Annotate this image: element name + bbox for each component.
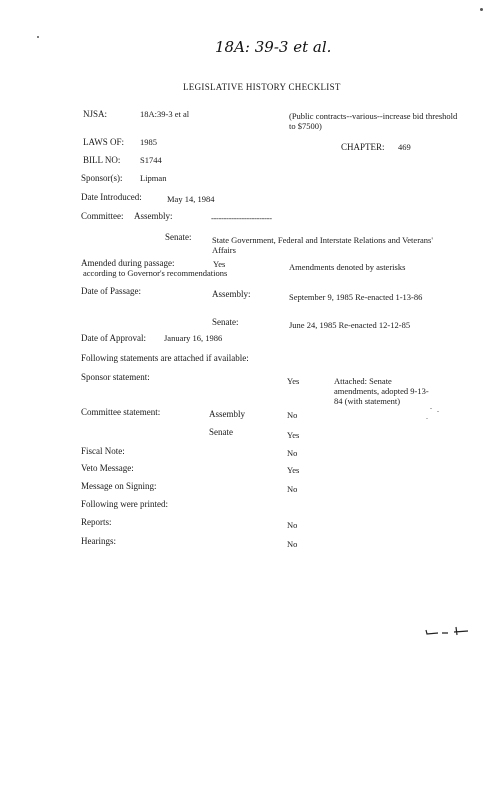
committee-statement-assembly-label: Assembly (209, 409, 245, 419)
committee-senate-label: Senate: (165, 232, 192, 242)
committee-assembly-value: ------------------------ (211, 213, 272, 223)
amended-note: Amendments denoted by asterisks (289, 262, 406, 272)
date-of-approval-value: January 16, 1986 (164, 333, 223, 343)
sponsors-label: Sponsor(s): (81, 173, 123, 183)
scan-speck (37, 36, 39, 38)
passage-senate-value: June 24, 1985 Re-enacted 12-12-85 (289, 320, 411, 330)
scribble-mark (424, 624, 474, 638)
laws-of-label: LAWS OF: (83, 137, 125, 147)
committee-statement-assembly-value: No (287, 410, 298, 420)
chapter-value: 469 (398, 142, 411, 152)
scan-speck (430, 408, 432, 409)
passage-assembly-value: September 9, 1985 Re-enacted 1-13-86 (289, 292, 423, 302)
sponsor-statement-value: Yes (287, 376, 300, 386)
page-title: LEGISLATIVE HISTORY CHECKLIST (183, 82, 341, 92)
date-introduced-value: May 14, 1984 (167, 194, 215, 204)
passage-senate-label: Senate: (212, 317, 239, 327)
committee-senate-value: State Government, Federal and Interstate Relations and Veterans' Affairs (212, 235, 433, 255)
njsa-label: NJSA: (83, 109, 108, 119)
sponsor-statement-note: Attached: Senate amendments, adopted 9-13-84 (with statement) (334, 376, 429, 406)
committee-statement-senate-value: Yes (287, 430, 300, 440)
sponsors-value: Lipman (140, 173, 167, 183)
laws-of-value: 1985 (140, 137, 157, 147)
governor-recommendation: according to Governor's recommendations (83, 268, 228, 278)
chapter-label: CHAPTER: (341, 142, 385, 152)
fiscal-note-value: No (287, 448, 298, 458)
committee-statement-senate-label: Senate (209, 427, 233, 437)
handwritten-citation: 18A: 39-3 et al. (215, 38, 332, 56)
date-of-approval-label: Date of Approval: (81, 333, 146, 343)
bill-no-value: S1744 (140, 155, 162, 165)
veto-message-label: Veto Message: (81, 463, 134, 473)
fiscal-note-label: Fiscal Note: (81, 446, 125, 456)
scan-speck (480, 8, 483, 11)
statements-heading: Following statements are attached if available: (81, 353, 249, 363)
message-on-signing-label: Message on Signing: (81, 481, 157, 491)
committee-label: Committee: (81, 211, 124, 221)
passage-assembly-label: Assembly: (212, 289, 251, 299)
committee-statement-label: Committee statement: (81, 407, 161, 417)
amended-value: Yes (213, 259, 226, 269)
bill-no-label: BILL NO: (83, 155, 121, 165)
reports-label: Reports: (81, 517, 112, 527)
date-of-passage-label: Date of Passage: (81, 286, 141, 296)
njsa-value: 18A:39-3 et al (140, 109, 190, 119)
amended-label: Amended during passage: (81, 258, 175, 268)
message-on-signing-value: No (287, 484, 298, 494)
date-introduced-label: Date Introduced: (81, 192, 142, 202)
hearings-value: No (287, 539, 298, 549)
printed-heading: Following were printed: (81, 499, 168, 509)
veto-message-value: Yes (287, 465, 300, 475)
sponsor-statement-label: Sponsor statement: (81, 372, 150, 382)
scan-speck (426, 418, 428, 419)
scan-speck (437, 411, 439, 412)
hearings-label: Hearings: (81, 536, 116, 546)
reports-value: No (287, 520, 298, 530)
act-description: (Public contracts--various--increase bid threshold to $7500) (289, 111, 458, 131)
committee-assembly-label: Assembly: (134, 211, 173, 221)
